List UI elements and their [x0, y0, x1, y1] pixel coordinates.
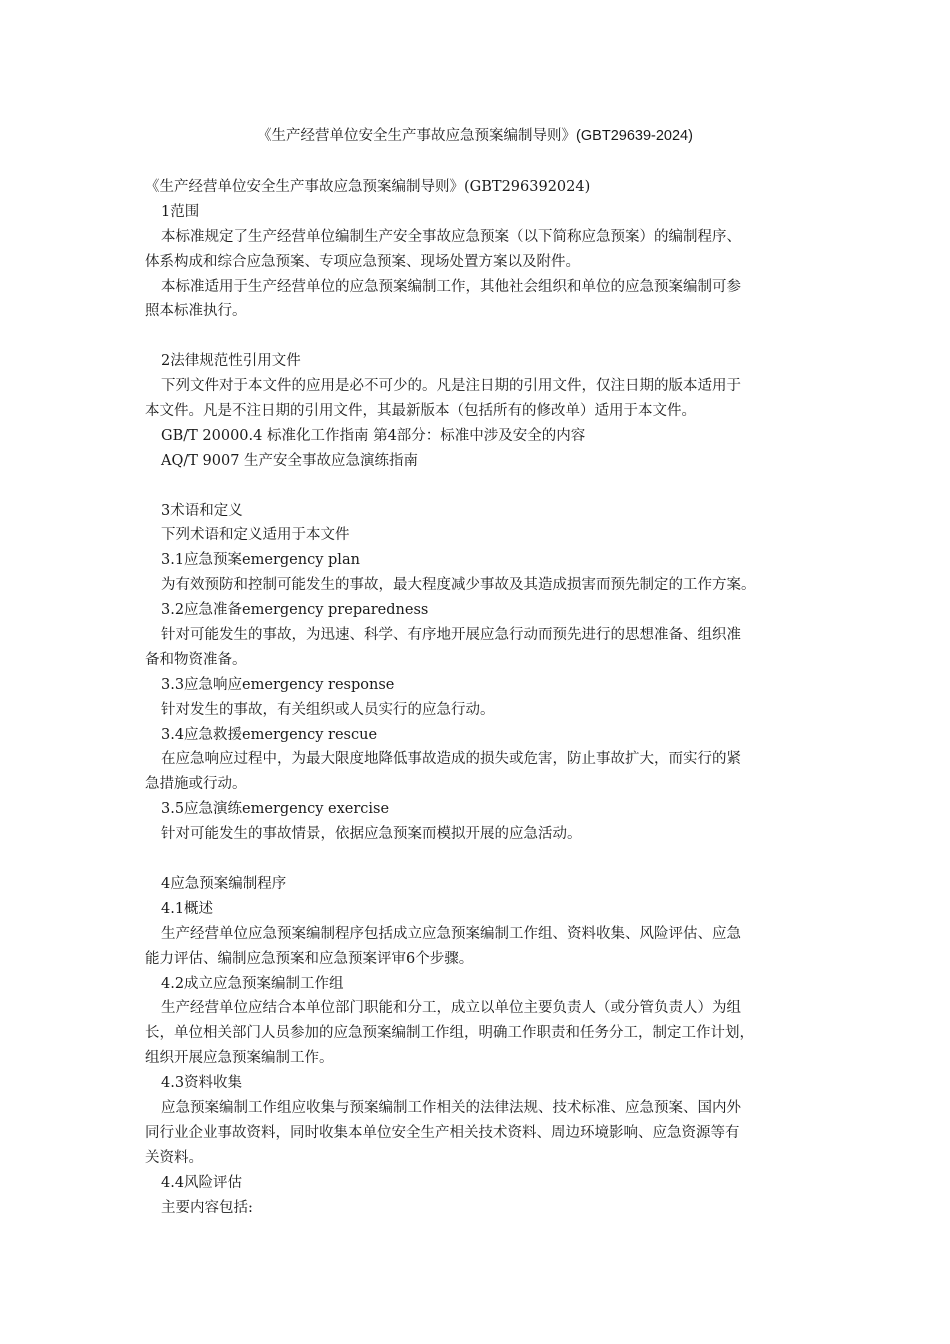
text-line: GB/T 20000.4 标准化工作指南 第4部分：标准中涉及安全的内容: [161, 427, 586, 444]
text-line: 长，单位相关部门人员参加的应急预案编制工作组，明确工作职责和任务分工，制定工作计划，: [145, 1025, 754, 1042]
text-line: 本文件。凡是不注日期的引用文件，其最新版本（包括所有的修改单）适用于本文件。: [145, 403, 696, 420]
text-line: 生产经营单位应结合本单位部门职能和分工，成立以单位主要负责人（或分管负责人）为组: [161, 1000, 741, 1017]
text-line: 4.3资料收集: [161, 1075, 243, 1092]
text-line: 在应急响应过程中，为最大限度地降低事故造成的损失或危害，防止事故扩大，而实行的紧: [161, 751, 741, 768]
text-line: 4.2成立应急预案编制工作组: [161, 975, 344, 992]
text-line: 下列文件对于本文件的应用是必不可少的。凡是注日期的引用文件，仅注日期的版本适用于: [161, 378, 741, 395]
text-line: 照本标准执行。: [145, 303, 247, 320]
text-line: 3术语和定义: [161, 502, 243, 519]
text-line: 备和物资准备。: [145, 651, 247, 668]
text-line: 同行业企业事故资料，同时收集本单位安全生产相关技术资料、周边环境影响、应急资源等有: [145, 1124, 740, 1141]
text-line: 针对发生的事故，有关组织或人员实行的应急行动。: [161, 701, 495, 718]
text-line: 能力评估、编制应急预案和应急预案评审6个步骤。: [145, 950, 474, 967]
text-line: 3.2应急准备emergency preparedness: [161, 602, 429, 619]
text-line: 3.4应急救援emergency rescue: [161, 726, 378, 743]
text-line: 针对可能发生的事故，为迅速、科学、有序地开展应急行动而预先进行的思想准备、组织准: [161, 627, 741, 644]
text-line: 4.4风险评估: [161, 1174, 243, 1191]
text-line: 急措施或行动。: [145, 776, 247, 793]
text-line: 生产经营单位应急预案编制程序包括成立应急预案编制工作组、资料收集、风险评估、应急: [161, 925, 741, 942]
text-line: AQ/T 9007 生产安全事故应急演练指南: [161, 452, 419, 469]
text-line: 《生产经营单位安全生产事故应急预案编制导则》(GBT296392024): [145, 179, 591, 195]
text-line: 体系构成和综合应急预案、专项应急预案、现场处置方案以及附件。: [145, 253, 580, 270]
document-body: [145, 175, 813, 1220]
text-line: 3.5应急演练emergency exercise: [161, 801, 390, 818]
text-line: 针对可能发生的事故情景，依据应急预案而模拟开展的应急活动。: [161, 826, 582, 843]
text-line: 本标准规定了生产经营单位编制生产安全事故应急预案（以下简称应急预案）的编制程序、: [161, 228, 741, 245]
text-line: 主要内容包括:: [161, 1199, 253, 1216]
text-line: 本标准适用于生产经营单位的应急预案编制工作，其他社会组织和单位的应急预案编制可参: [161, 278, 741, 295]
document-title: 《生产经营单位安全生产事故应急预案编制导则》(GBT29639-2024): [257, 128, 693, 144]
blank-line: [145, 474, 813, 499]
text-line: 1范围: [161, 203, 200, 220]
text-line: 3.3应急响应emergency response: [161, 676, 395, 693]
text-line: 3.1应急预案emergency plan: [161, 552, 360, 569]
text-line: 4应急预案编制程序: [161, 875, 287, 892]
blank-line: [145, 847, 813, 872]
text-line: 应急预案编制工作组应收集与预案编制工作相关的法律法规、技术标准、应急预案、国内外: [161, 1099, 741, 1116]
text-line: 为有效预防和控制可能发生的事故，最大程度减少事故及其造成损害而预先制定的工作方案。: [161, 577, 756, 594]
text-line: 2法律规范性引用文件: [161, 353, 301, 370]
text-line: 4.1概述: [161, 900, 214, 917]
text-line: 下列术语和定义适用于本文件: [161, 527, 350, 544]
text-line: 组织开展应急预案编制工作。: [145, 1050, 334, 1067]
blank-line: [145, 324, 813, 349]
text-line: 关资料。: [145, 1149, 203, 1166]
